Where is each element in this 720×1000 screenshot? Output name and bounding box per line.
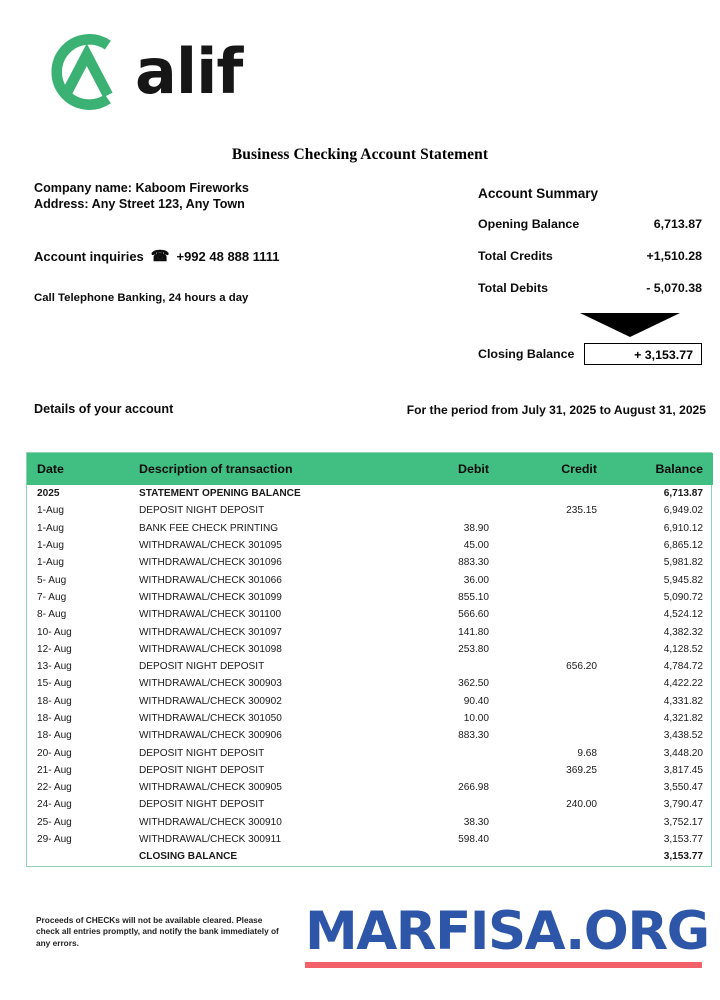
- page-title: Business Checking Account Statement: [231, 146, 489, 163]
- table-row: [27, 537, 713, 554]
- cell-description: DEPOSIT NIGHT DEPOSIT: [139, 764, 265, 776]
- brand-wordmark: alif: [135, 35, 243, 108]
- cell-description: WITHDRAWAL/CHECK 300905: [139, 782, 282, 794]
- cell-date: 1-Aug: [37, 505, 64, 517]
- cell-debit: 855.10: [458, 591, 489, 603]
- cell-debit: 566.60: [458, 609, 489, 621]
- cell-credit: [499, 571, 607, 588]
- table-header-row: [27, 453, 713, 485]
- cell-balance: 4,128.52: [663, 643, 703, 655]
- cell-debit: [377, 796, 499, 813]
- cell-debit: [377, 502, 499, 519]
- summary-label: Total Credits: [478, 249, 553, 263]
- cell-date: 1-Aug: [37, 522, 64, 534]
- cell-debit: 45.00: [463, 540, 489, 552]
- column-header-debit: Debit: [377, 453, 499, 485]
- summary-value: - 5,070.38: [646, 281, 702, 295]
- column-header-credit: Credit: [499, 453, 607, 485]
- cell-debit: [377, 762, 499, 779]
- account-summary: [478, 186, 702, 365]
- cell-date: 13- Aug: [37, 661, 72, 673]
- cell-date: 5- Aug: [37, 574, 67, 586]
- cell-date: 12- Aug: [37, 643, 72, 655]
- details-heading: Details of your account: [34, 402, 174, 416]
- cell-description: WITHDRAWAL/CHECK 301096: [139, 557, 282, 569]
- cell-description: DEPOSIT NIGHT DEPOSIT: [139, 799, 265, 811]
- cell-description: WITHDRAWAL/CHECK 300911: [139, 834, 282, 846]
- table-row: [27, 814, 713, 831]
- cell-credit: [499, 831, 607, 848]
- cell-debit: 10.00: [463, 713, 489, 724]
- cell-balance: 4,331.82: [663, 695, 703, 707]
- cell-debit: [377, 485, 499, 502]
- table-row: [27, 779, 713, 796]
- table-row: [27, 848, 713, 865]
- cell-credit: [499, 589, 607, 606]
- table-row: [27, 831, 713, 848]
- summary-label: Opening Balance: [478, 217, 580, 231]
- cell-debit: [377, 658, 499, 675]
- cell-description: WITHDRAWAL/CHECK 300906: [139, 730, 282, 742]
- telephone-banking-note: Call Telephone Banking, 24 hours a day: [34, 292, 249, 304]
- summary-row-total-debits: [478, 281, 702, 295]
- customer-info: [34, 180, 249, 212]
- cell-balance: 3,790.47: [663, 799, 703, 811]
- cell-credit: 235.15: [566, 505, 597, 517]
- cell-description: WITHDRAWAL/CHECK 301100: [139, 609, 282, 621]
- cell-description: DEPOSIT NIGHT DEPOSIT: [139, 747, 265, 759]
- summary-row-opening-balance: [478, 217, 702, 231]
- cell-description: WITHDRAWAL/CHECK 301099: [139, 591, 282, 603]
- cell-description: STATEMENT OPENING BALANCE: [139, 488, 301, 500]
- cell-date: 18- Aug: [37, 713, 72, 724]
- column-header-date: Date: [27, 453, 129, 485]
- cell-credit: [499, 623, 607, 640]
- statement-period: For the period from July 31, 2025 to August 31, 2025: [406, 403, 706, 417]
- cell-date: 8- Aug: [37, 609, 67, 621]
- cell-debit: 883.30: [458, 557, 489, 569]
- cell-debit: 883.30: [458, 730, 489, 742]
- cell-credit: [499, 710, 607, 727]
- table-row: [27, 762, 713, 779]
- brand-logo: [33, 24, 242, 120]
- transactions-table: [27, 453, 713, 866]
- cell-description: WITHDRAWAL/CHECK 301066: [139, 574, 282, 586]
- cell-debit: 38.90: [463, 522, 489, 534]
- cell-description: DEPOSIT NIGHT DEPOSIT: [139, 505, 265, 517]
- table-row: [27, 485, 713, 502]
- footer-disclaimer: Proceeds of CHECKs will not be available cleared. Please check all entries promptly, and notify the bank immediately of any errors.: [36, 915, 279, 948]
- cell-date: 25- Aug: [37, 816, 72, 828]
- transactions-table-container: [26, 452, 712, 867]
- cell-date: 1-Aug: [37, 540, 64, 552]
- account-summary-title: Account Summary: [478, 186, 599, 201]
- table-row: [27, 710, 713, 727]
- cell-date: 22- Aug: [37, 782, 72, 794]
- table-row: [27, 502, 713, 519]
- cell-date: 18- Aug: [37, 730, 72, 742]
- summary-value: 6,713.87: [653, 217, 702, 231]
- cell-credit: [499, 675, 607, 692]
- table-row: [27, 675, 713, 692]
- cell-credit: 9.68: [577, 747, 597, 759]
- cell-description: WITHDRAWAL/CHECK 301097: [139, 626, 282, 638]
- cell-balance: 6,865.12: [663, 540, 703, 552]
- cell-description: DEPOSIT NIGHT DEPOSIT: [139, 661, 265, 673]
- summary-label: Total Debits: [478, 281, 548, 295]
- cell-balance: 5,090.72: [663, 591, 703, 603]
- cell-credit: [499, 485, 607, 502]
- cell-credit: [499, 554, 607, 571]
- cell-debit: 598.40: [458, 834, 489, 846]
- summary-row-total-credits: [478, 249, 702, 263]
- table-row: [27, 658, 713, 675]
- table-row: [27, 796, 713, 813]
- cell-debit: 141.80: [458, 626, 489, 638]
- cell-balance: 4,422.22: [663, 678, 703, 690]
- cell-credit: [499, 814, 607, 831]
- cell-balance: 3,153.77: [663, 851, 703, 863]
- cell-balance: 3,550.47: [663, 782, 703, 794]
- table-row: [27, 641, 713, 658]
- cell-balance: 3,752.17: [663, 816, 703, 828]
- cell-description: WITHDRAWAL/CHECK 300902: [139, 695, 282, 707]
- watermark: [305, 901, 709, 968]
- telephone-icon: ☎: [150, 248, 170, 265]
- cell-balance: 6,713.87: [663, 488, 703, 500]
- cell-credit: [499, 848, 607, 865]
- table-row: [27, 571, 713, 588]
- table-row: [27, 727, 713, 744]
- cell-credit: 656.20: [566, 661, 597, 673]
- cell-balance: 3,438.52: [663, 730, 703, 742]
- table-row: [27, 606, 713, 623]
- cell-debit: 362.50: [458, 678, 489, 690]
- cell-balance: 6,949.02: [663, 505, 703, 517]
- summary-arrow: [478, 311, 702, 337]
- cell-description: WITHDRAWAL/CHECK 301098: [139, 643, 282, 655]
- cell-date: 29- Aug: [37, 834, 72, 846]
- cell-description: BANK FEE CHECK PRINTING: [139, 522, 279, 534]
- table-row: [27, 554, 713, 571]
- cell-date: 10- Aug: [37, 626, 72, 638]
- cell-balance: 5,945.82: [663, 574, 703, 586]
- summary-row-closing-balance: [478, 343, 702, 365]
- cell-debit: [377, 744, 499, 761]
- cell-description: CLOSING BALANCE: [139, 851, 238, 863]
- cell-credit: [499, 641, 607, 658]
- closing-balance-value: + 3,153.77: [584, 343, 702, 365]
- cell-debit: 253.80: [458, 643, 489, 655]
- transactions-table-body: [27, 485, 713, 866]
- cell-credit: [499, 537, 607, 554]
- cell-debit: 266.98: [458, 782, 489, 794]
- cell-date: 24- Aug: [37, 799, 72, 811]
- alif-logo-icon: [33, 24, 129, 120]
- cell-debit: 38.30: [463, 816, 489, 828]
- closing-balance-label: Closing Balance: [478, 347, 575, 361]
- cell-date: 2025: [37, 488, 60, 500]
- cell-credit: [499, 727, 607, 744]
- cell-debit: 36.00: [463, 574, 489, 586]
- watermark-underline: [305, 962, 702, 968]
- cell-balance: 4,321.82: [663, 713, 703, 724]
- account-inquiries: [34, 249, 280, 264]
- cell-credit: [499, 779, 607, 796]
- cell-date: [27, 848, 129, 865]
- cell-credit: [499, 520, 607, 537]
- cell-debit: [377, 848, 499, 865]
- watermark-text: MARFISA.ORG: [305, 901, 709, 962]
- cell-date: 15- Aug: [37, 678, 72, 690]
- cell-description: WITHDRAWAL/CHECK 301050: [139, 713, 282, 724]
- table-row: [27, 744, 713, 761]
- column-header-description: Description of transaction: [129, 453, 377, 485]
- cell-date: 20- Aug: [37, 747, 72, 759]
- cell-balance: 6,910.12: [663, 522, 703, 534]
- cell-description: WITHDRAWAL/CHECK 300910: [139, 816, 282, 828]
- cell-balance: 4,382.32: [663, 626, 703, 638]
- account-inquiries-label: Account inquiries: [34, 249, 144, 264]
- company-name-line: Company name: Kaboom Fireworks: [34, 181, 249, 195]
- inquiries-phone-number: +992 48 888 1111: [176, 249, 280, 264]
- cell-credit: 369.25: [566, 764, 597, 776]
- table-row: [27, 589, 713, 606]
- cell-credit: [499, 606, 607, 623]
- cell-description: WITHDRAWAL/CHECK 300903: [139, 678, 282, 690]
- summary-value: +1,510.28: [646, 249, 702, 263]
- cell-balance: 3,153.77: [663, 834, 703, 846]
- cell-balance: 3,448.20: [663, 747, 703, 759]
- table-row: [27, 623, 713, 640]
- table-row: [27, 520, 713, 537]
- cell-balance: 3,817.45: [663, 764, 703, 776]
- table-row: [27, 693, 713, 710]
- cell-balance: 4,524.12: [663, 609, 703, 621]
- cell-description: WITHDRAWAL/CHECK 301095: [139, 540, 282, 552]
- address-line: Address: Any Street 123, Any Town: [34, 197, 245, 211]
- cell-balance: 4,784.72: [663, 661, 703, 673]
- cell-date: 7- Aug: [37, 591, 67, 603]
- cell-date: 1-Aug: [37, 557, 64, 569]
- cell-credit: [499, 693, 607, 710]
- triangle-down-icon: [580, 313, 680, 337]
- cell-credit: 240.00: [566, 799, 597, 811]
- cell-date: 21- Aug: [37, 764, 72, 776]
- cell-debit: 90.40: [463, 695, 489, 707]
- cell-balance: 5,981.82: [663, 557, 703, 569]
- cell-date: 18- Aug: [37, 695, 72, 707]
- column-header-balance: Balance: [607, 453, 713, 485]
